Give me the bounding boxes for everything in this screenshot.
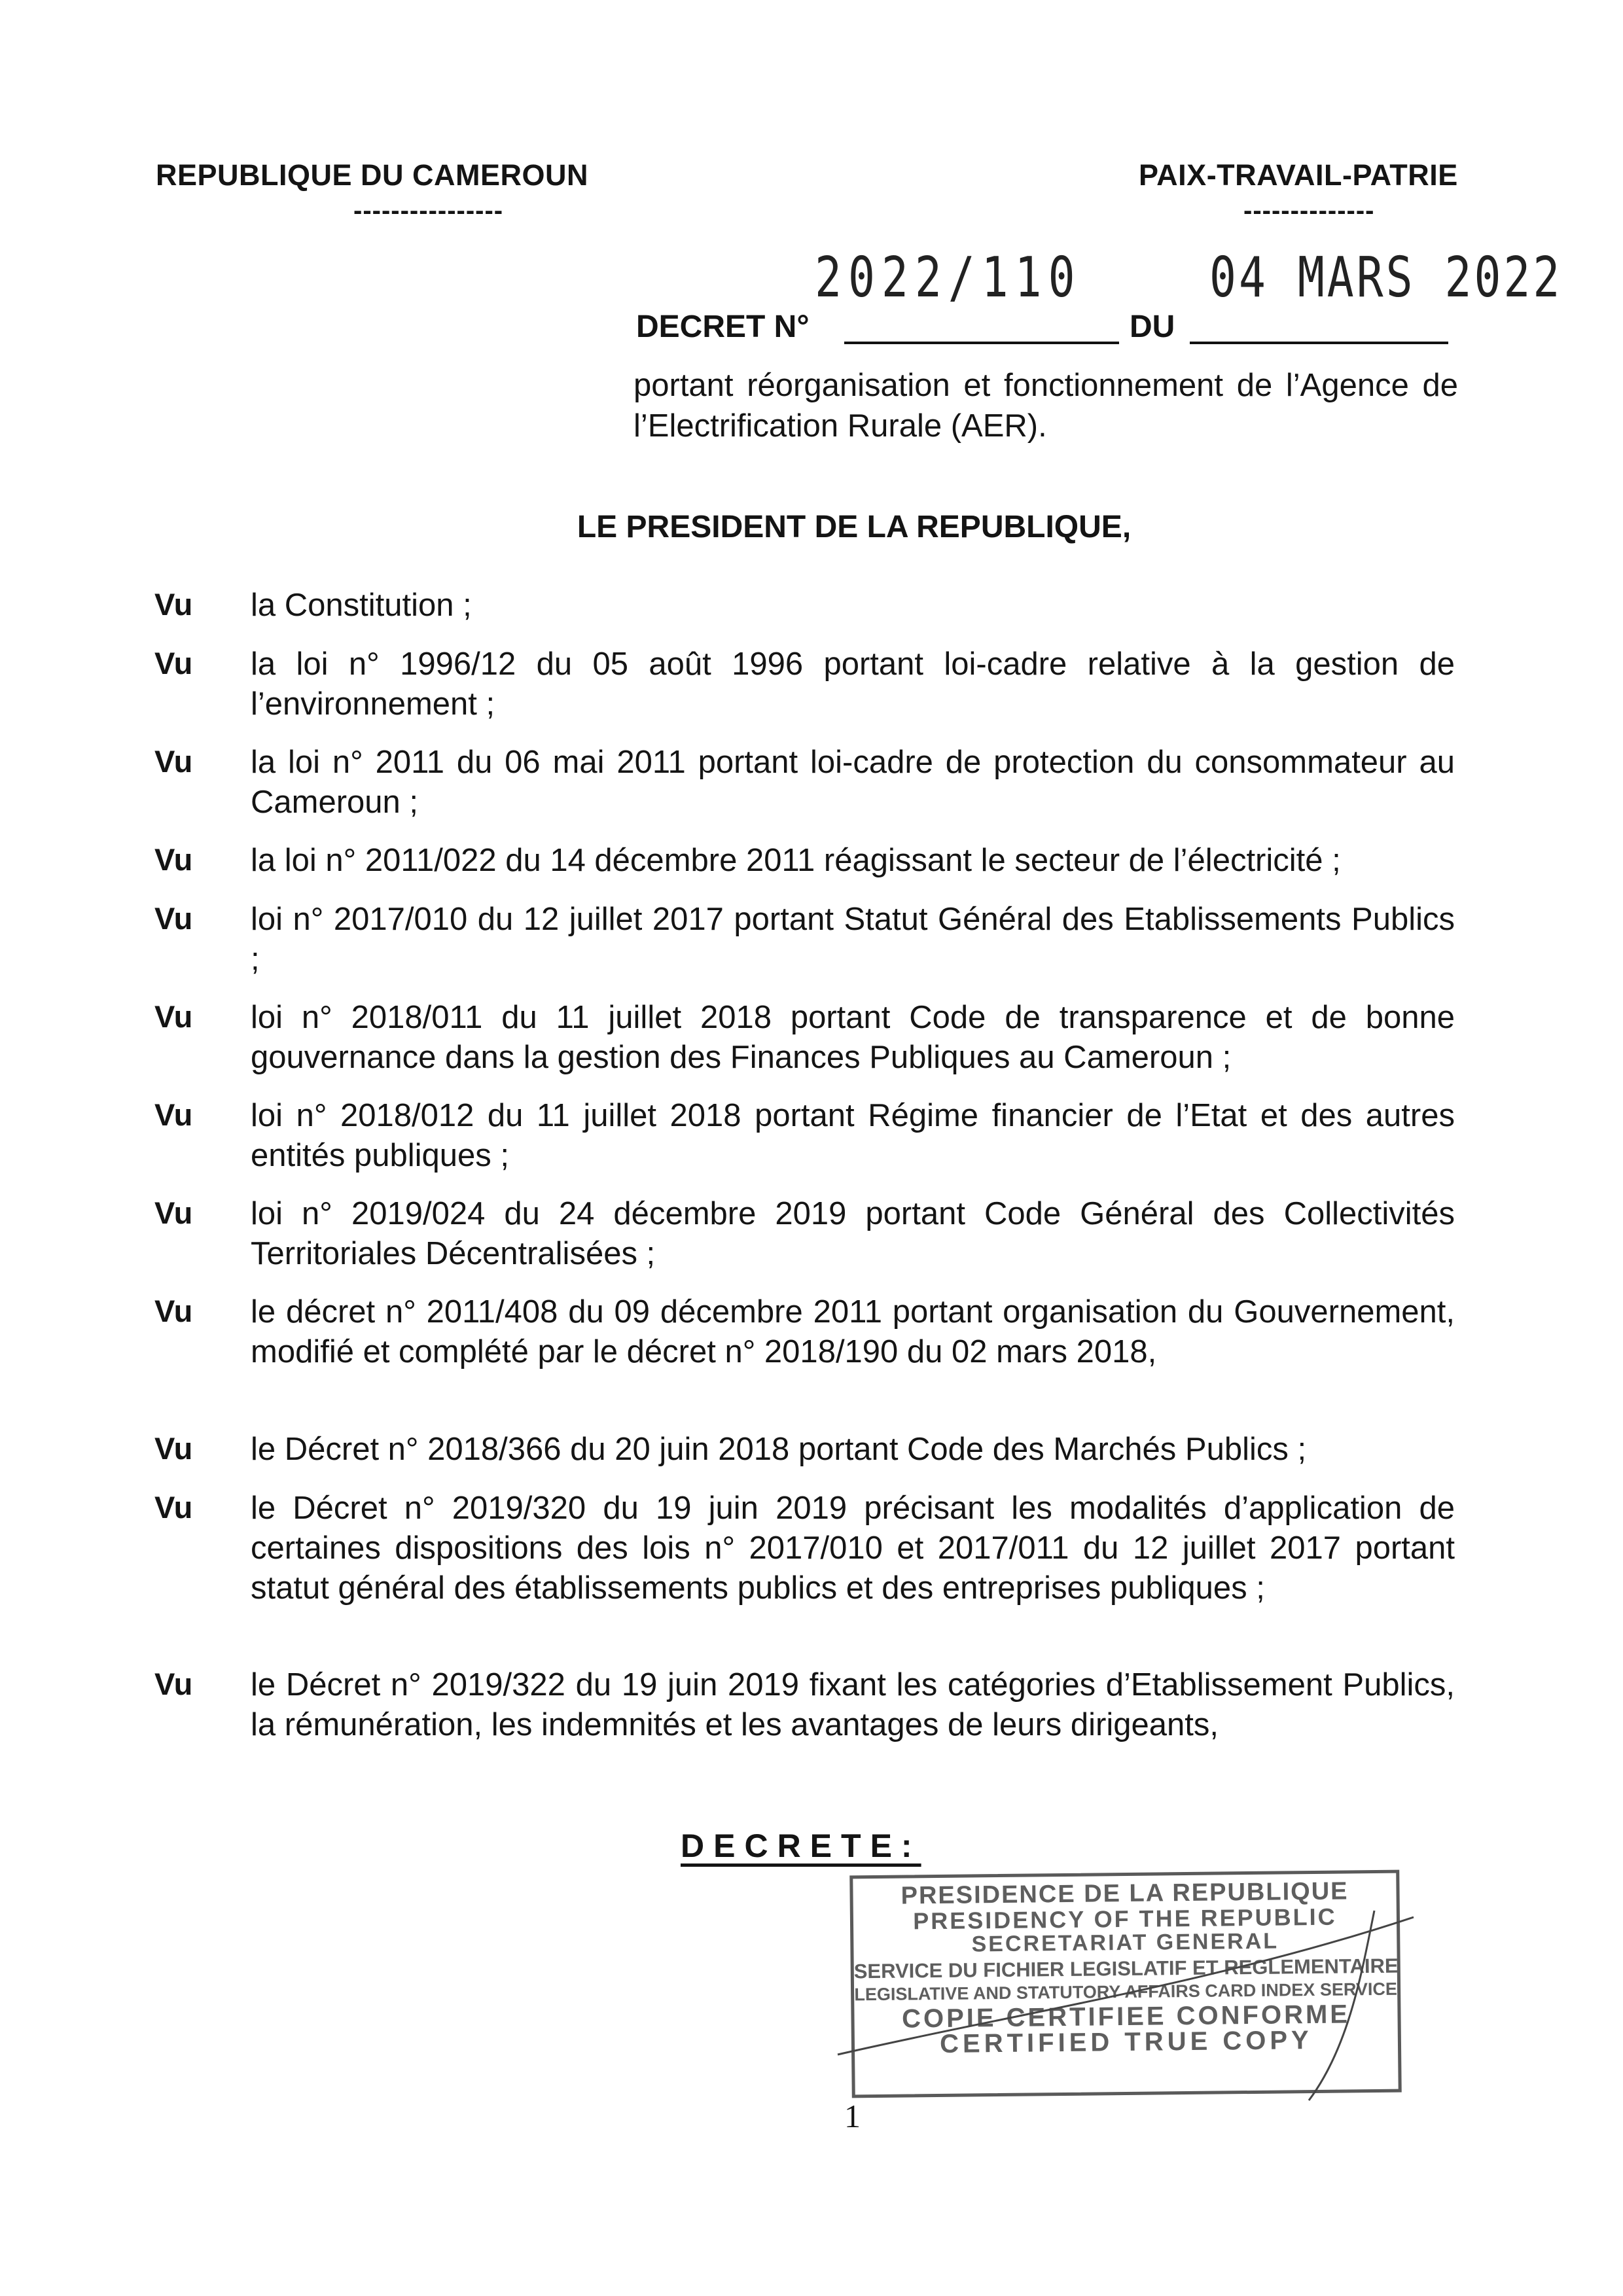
visa-label: Vu bbox=[154, 1431, 193, 1466]
visa-label: Vu bbox=[154, 744, 193, 779]
stamp-line: SECRETARIAT GENERAL bbox=[971, 1928, 1279, 1957]
visa-text: loi n° 2018/011 du 11 juillet 2018 portant Code de transparence et de bonne gouvernance dans la gestion des Finances Publiques au Cameroun ; bbox=[251, 1000, 1455, 1075]
visa-text: la loi n° 2011/022 du 14 décembre 2011 réagissant le secteur de l’électricité ; bbox=[251, 843, 1341, 878]
header-left-dashes: ---------------- bbox=[353, 196, 504, 225]
president-title: LE PRESIDENT DE LA REPUBLIQUE, bbox=[577, 510, 1132, 544]
visa-label: Vu bbox=[154, 646, 193, 680]
decree-number-line bbox=[844, 342, 1119, 344]
visa-text: loi n° 2019/024 du 24 décembre 2019 portant Code Général des Collectivités Territoriales Décentralisées ; bbox=[251, 1196, 1455, 1271]
signature-scribble-icon bbox=[812, 1884, 1440, 2120]
visa-label: Vu bbox=[154, 1195, 193, 1230]
visa-text: le décret n° 2011/408 du 09 décembre 2011 portant organisation du Gouvernement, modifié et complété par le décret n° 2018/190 du 02 mars 2018, bbox=[251, 1294, 1455, 1369]
visa-label: Vu bbox=[154, 1490, 193, 1525]
visa-text: loi n° 2017/010 du 12 juillet 2017 portant Statut Général des Etablissements Publics ; bbox=[251, 902, 1455, 977]
visa-label: Vu bbox=[154, 587, 193, 622]
page-number: 1 bbox=[844, 2098, 861, 2134]
visa-text: le Décret n° 2019/322 du 19 juin 2019 fixant les catégories d’Etablissement Publics, la rémunération, les indemnités et les avantages de leurs dirigeants, bbox=[251, 1667, 1455, 1742]
visa-label: Vu bbox=[154, 1667, 193, 1701]
visa-label: Vu bbox=[154, 1097, 193, 1132]
visa-label: Vu bbox=[154, 842, 193, 877]
visa-text: le Décret n° 2018/366 du 20 juin 2018 portant Code des Marchés Publics ; bbox=[251, 1432, 1307, 1467]
stamp-line: SERVICE DU FICHIER LEGISLATIF ET REGLEMENTAIRE bbox=[853, 1954, 1399, 1983]
decree-object: portant réorganisation et fonctionnement de l’Agence de l’Electrification Rurale (AER). bbox=[633, 368, 1458, 444]
visa-text: le Décret n° 2019/320 du 19 juin 2019 précisant les modalités d’application de certaines dispositions des lois n° 2017/010 et 2017/011 du 12 juillet 2017 portant statut général des établissements publics et des entreprises publiques ; bbox=[251, 1491, 1455, 1606]
visa-label: Vu bbox=[154, 901, 193, 936]
visa-text: loi n° 2018/012 du 11 juillet 2018 portant Régime financier de l’Etat et des autres entités publiques ; bbox=[251, 1098, 1455, 1173]
stamp-line: PRESIDENCY OF THE REPUBLIC bbox=[913, 1903, 1337, 1935]
decrete-heading: DECRETE: bbox=[681, 1828, 921, 1864]
header-right: PAIX-TRAVAIL-PATRIE bbox=[1139, 158, 1458, 192]
stamp-line: LEGISLATIVE AND STATUTORY AFFAIRS CARD INDEX SERVICE bbox=[854, 1979, 1398, 2005]
stamp-line: COPIE CERTIFIEE CONFORME bbox=[901, 2000, 1351, 2034]
decree-label: DECRET N° bbox=[636, 309, 810, 344]
decree-date-line bbox=[1190, 342, 1448, 344]
visa-text: la loi n° 1996/12 du 05 août 1996 portant loi-cadre relative à la gestion de l’environnement ; bbox=[251, 646, 1455, 722]
visa-label: Vu bbox=[154, 1294, 193, 1328]
visa-text: la Constitution ; bbox=[251, 588, 472, 623]
header-left: REPUBLIQUE DU CAMEROUN bbox=[156, 158, 589, 192]
stamp-line: PRESIDENCE DE LA REPUBLIQUE bbox=[901, 1877, 1349, 1910]
header-right-dashes: -------------- bbox=[1243, 196, 1375, 225]
visa-label: Vu bbox=[154, 999, 193, 1034]
visa-text: la loi n° 2011 du 06 mai 2011 portant loi-cadre de protection du consommateur au Cameroun ; bbox=[251, 745, 1455, 820]
decree-du-label: DU bbox=[1130, 309, 1175, 344]
decree-date-stamp: 04 MARS 2022 bbox=[1209, 245, 1563, 310]
stamp-line: CERTIFIED TRUE COPY bbox=[939, 2026, 1313, 2058]
decree-number-stamp: 2022/110 bbox=[815, 245, 1082, 310]
